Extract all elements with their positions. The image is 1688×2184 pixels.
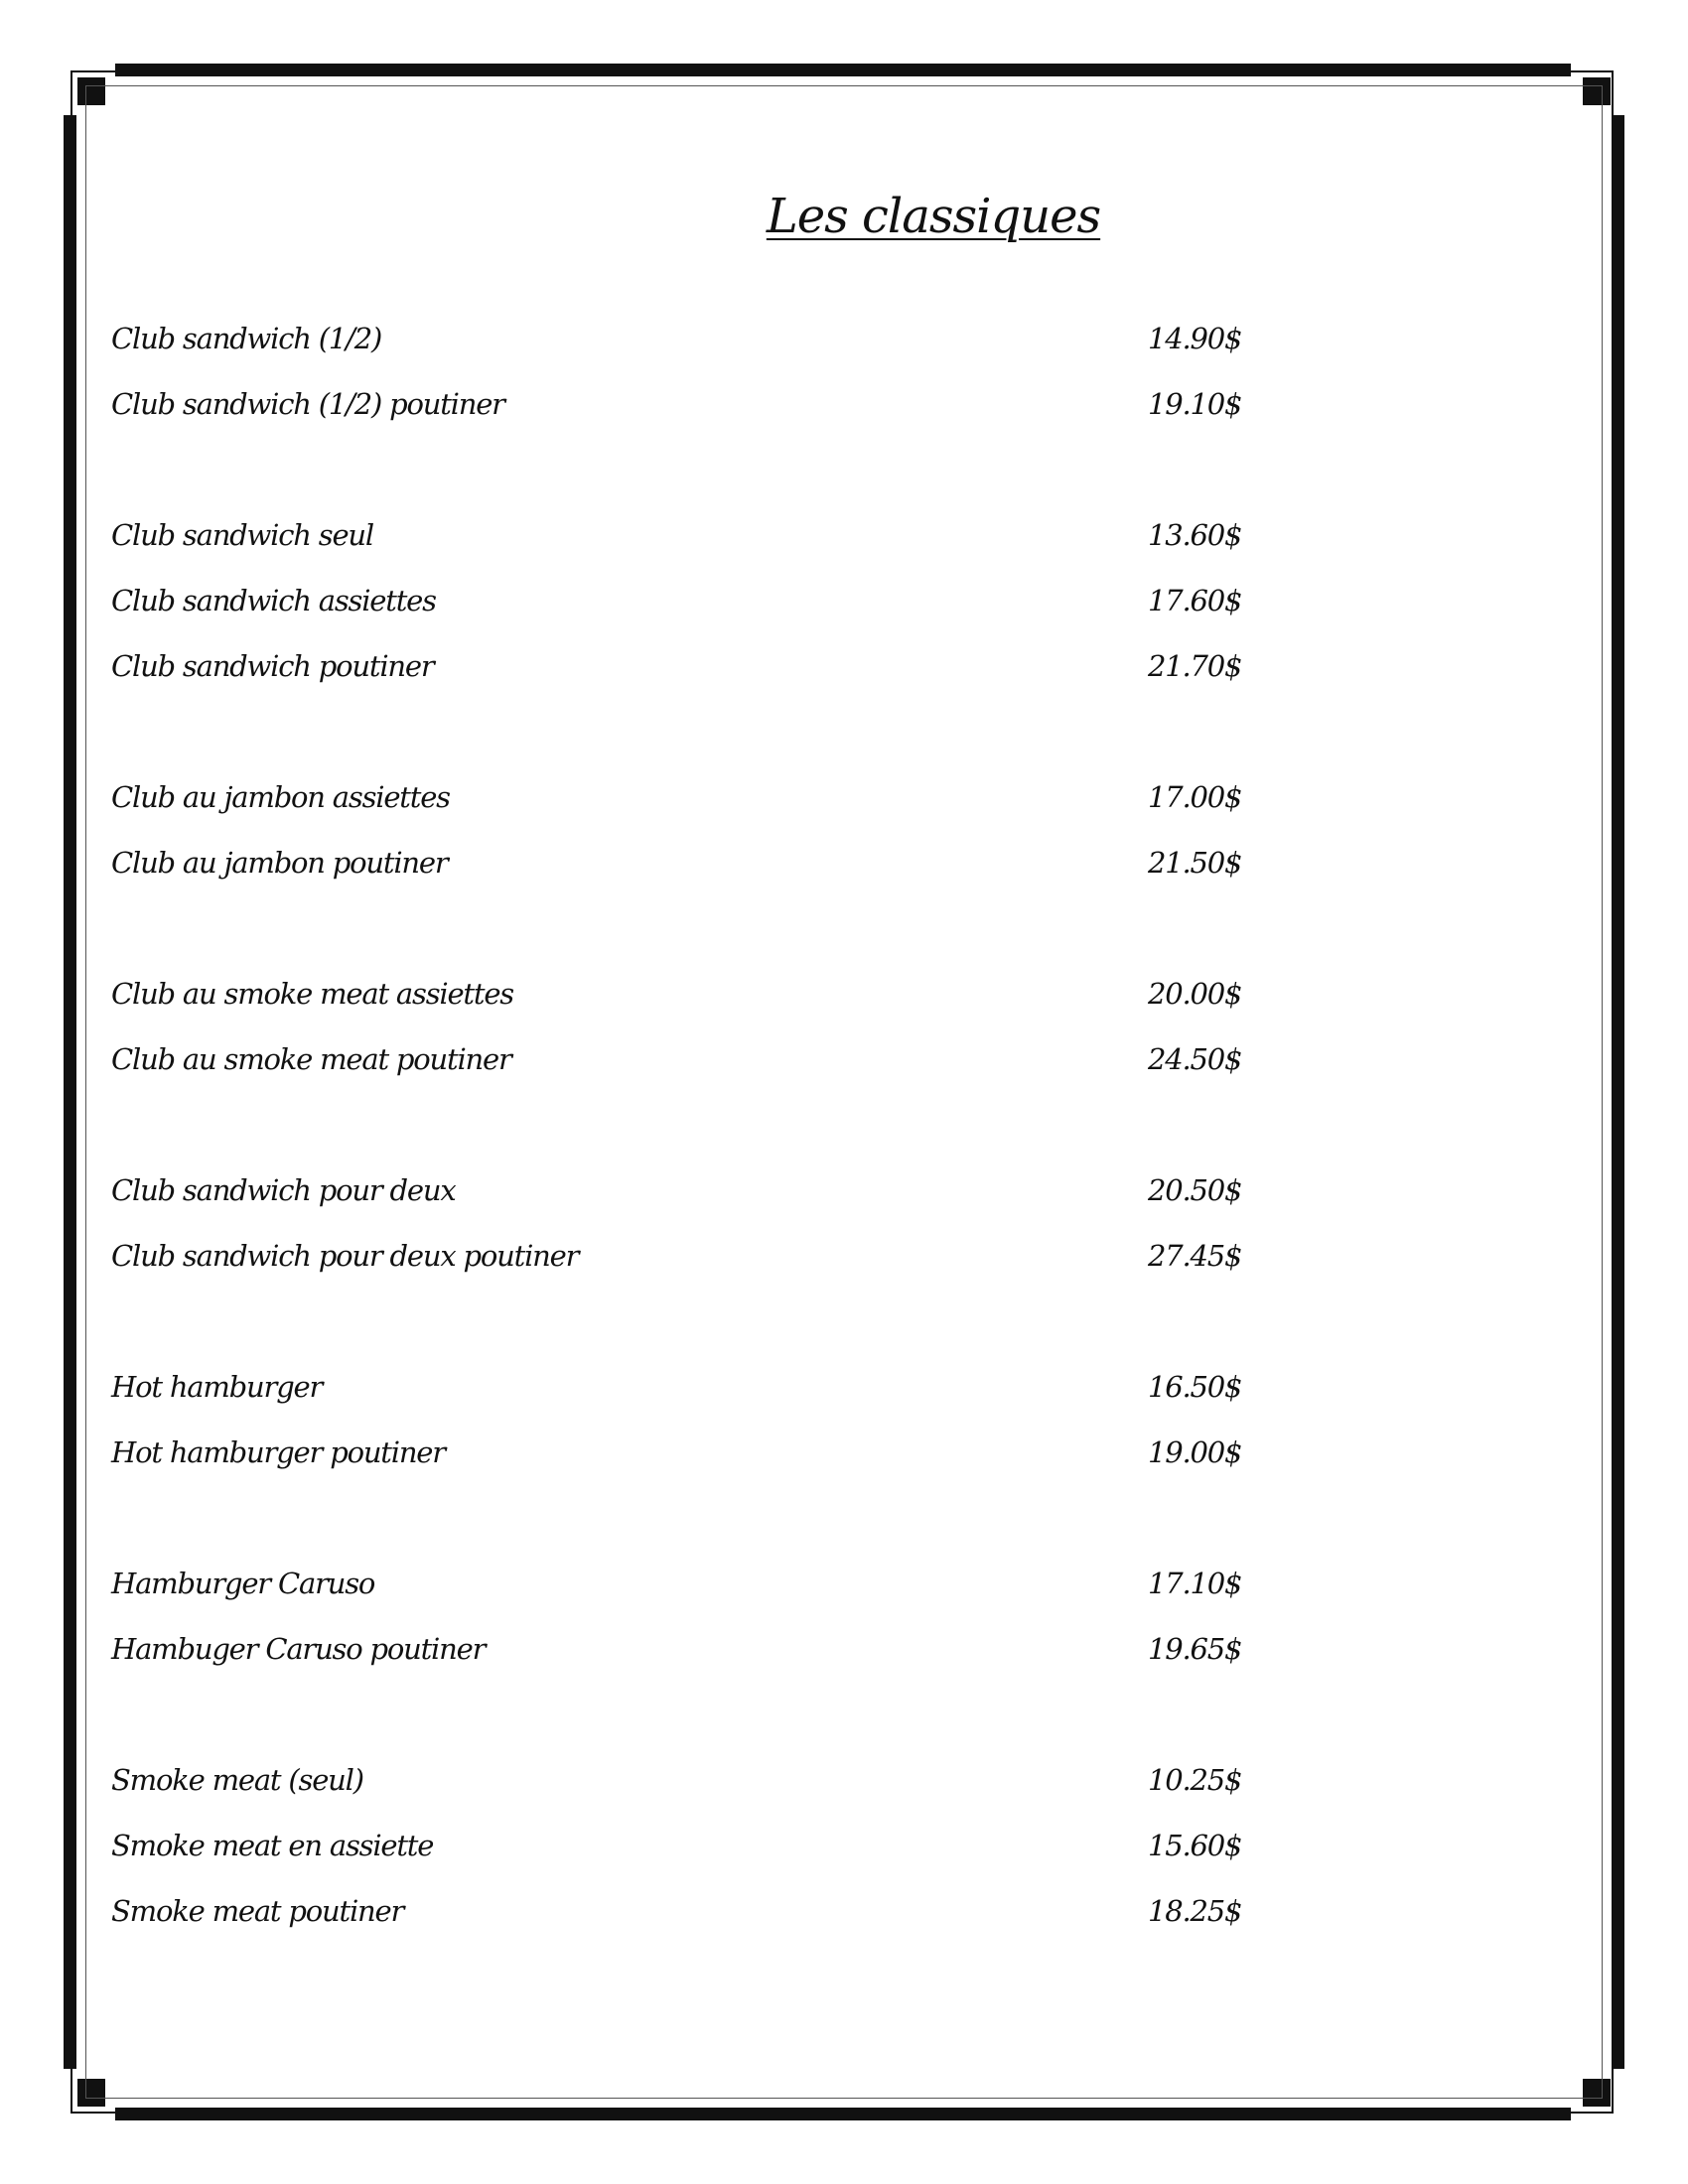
- menu-item: [111, 774, 1243, 840]
- menu-item: [111, 1364, 1243, 1430]
- menu-item-name: Smoke meat poutiner: [111, 1894, 404, 1928]
- menu-item-name: Club sandwich assiettes: [111, 584, 436, 617]
- menu-item-price: 14.90$: [1148, 322, 1242, 355]
- menu-item-price: 21.70$: [1148, 649, 1242, 683]
- menu-item-name: Club sandwich pour deux: [111, 1173, 456, 1207]
- border-bar-left: [64, 115, 76, 2069]
- menu-item-name: Hot hamburger: [111, 1370, 323, 1404]
- menu-group: [111, 512, 1243, 709]
- menu-item-name: Club sandwich poutiner: [111, 649, 434, 683]
- menu-item-price: 17.60$: [1148, 584, 1242, 617]
- menu-item-price: 17.00$: [1148, 780, 1242, 814]
- menu-item-name: Hot hamburger poutiner: [111, 1435, 445, 1469]
- menu-item-price: 15.60$: [1148, 1829, 1242, 1862]
- menu-item-price: 19.00$: [1148, 1435, 1242, 1469]
- menu-group: [111, 1757, 1243, 1954]
- menu-group: [111, 1561, 1243, 1692]
- menu-item: [111, 1233, 1243, 1298]
- menu-item: [111, 1036, 1243, 1102]
- page-title: Les classiques: [766, 189, 1101, 244]
- menu-item-price: 19.10$: [1148, 387, 1242, 421]
- menu-item-name: Club au smoke meat poutiner: [111, 1042, 511, 1076]
- menu-item: [111, 643, 1243, 709]
- menu-item: [111, 578, 1243, 643]
- menu-item-price: 18.25$: [1148, 1894, 1242, 1928]
- menu-group: [111, 316, 1243, 447]
- menu-group: [111, 1167, 1243, 1298]
- menu-item-name: Club au smoke meat assiettes: [111, 977, 513, 1011]
- menu-group: [111, 971, 1243, 1102]
- menu-item-price: 13.60$: [1148, 518, 1242, 552]
- menu-item-name: Club sandwich seul: [111, 518, 373, 552]
- menu-item-price: 19.65$: [1148, 1632, 1242, 1666]
- menu-item-price: 17.10$: [1148, 1567, 1242, 1600]
- border-bar-top: [115, 64, 1571, 76]
- menu-item: [111, 1888, 1243, 1954]
- menu-item: [111, 1823, 1243, 1888]
- menu-item: [111, 381, 1243, 447]
- menu-item-price: 21.50$: [1148, 846, 1242, 880]
- menu-item-name: Smoke meat (seul): [111, 1763, 363, 1797]
- menu-item-name: Club sandwich (1/2) poutiner: [111, 387, 504, 421]
- menu-item-price: 20.50$: [1148, 1173, 1242, 1207]
- border-bar-right: [1612, 115, 1624, 2069]
- menu-item: [111, 316, 1243, 381]
- menu-item-price: 10.25$: [1148, 1763, 1242, 1797]
- menu-group: [111, 774, 1243, 905]
- menu-group: [111, 1364, 1243, 1495]
- menu-item: [111, 1430, 1243, 1495]
- menu-item-name: Hamburger Caruso: [111, 1567, 375, 1600]
- menu-item-price: 20.00$: [1148, 977, 1242, 1011]
- menu-item-name: Club au jambon poutiner: [111, 846, 448, 880]
- menu-item: [111, 840, 1243, 905]
- menu-item: [111, 512, 1243, 578]
- menu-item-name: Hambuger Caruso poutiner: [111, 1632, 486, 1666]
- menu-item: [111, 1561, 1243, 1626]
- menu-item-name: Club sandwich pour deux poutiner: [111, 1239, 579, 1273]
- menu-item: [111, 1167, 1243, 1233]
- menu-item-price: 27.45$: [1148, 1239, 1242, 1273]
- menu-item: [111, 1757, 1243, 1823]
- menu-item-price: 16.50$: [1148, 1370, 1242, 1404]
- menu-item-name: Club au jambon assiettes: [111, 780, 450, 814]
- menu-item-price: 24.50$: [1148, 1042, 1242, 1076]
- menu-list: [111, 316, 1243, 2019]
- menu-item-name: Club sandwich (1/2): [111, 322, 382, 355]
- menu-item: [111, 1626, 1243, 1692]
- menu-item-name: Smoke meat en assiette: [111, 1829, 434, 1862]
- border-bar-bottom: [115, 2108, 1571, 2120]
- menu-item: [111, 971, 1243, 1036]
